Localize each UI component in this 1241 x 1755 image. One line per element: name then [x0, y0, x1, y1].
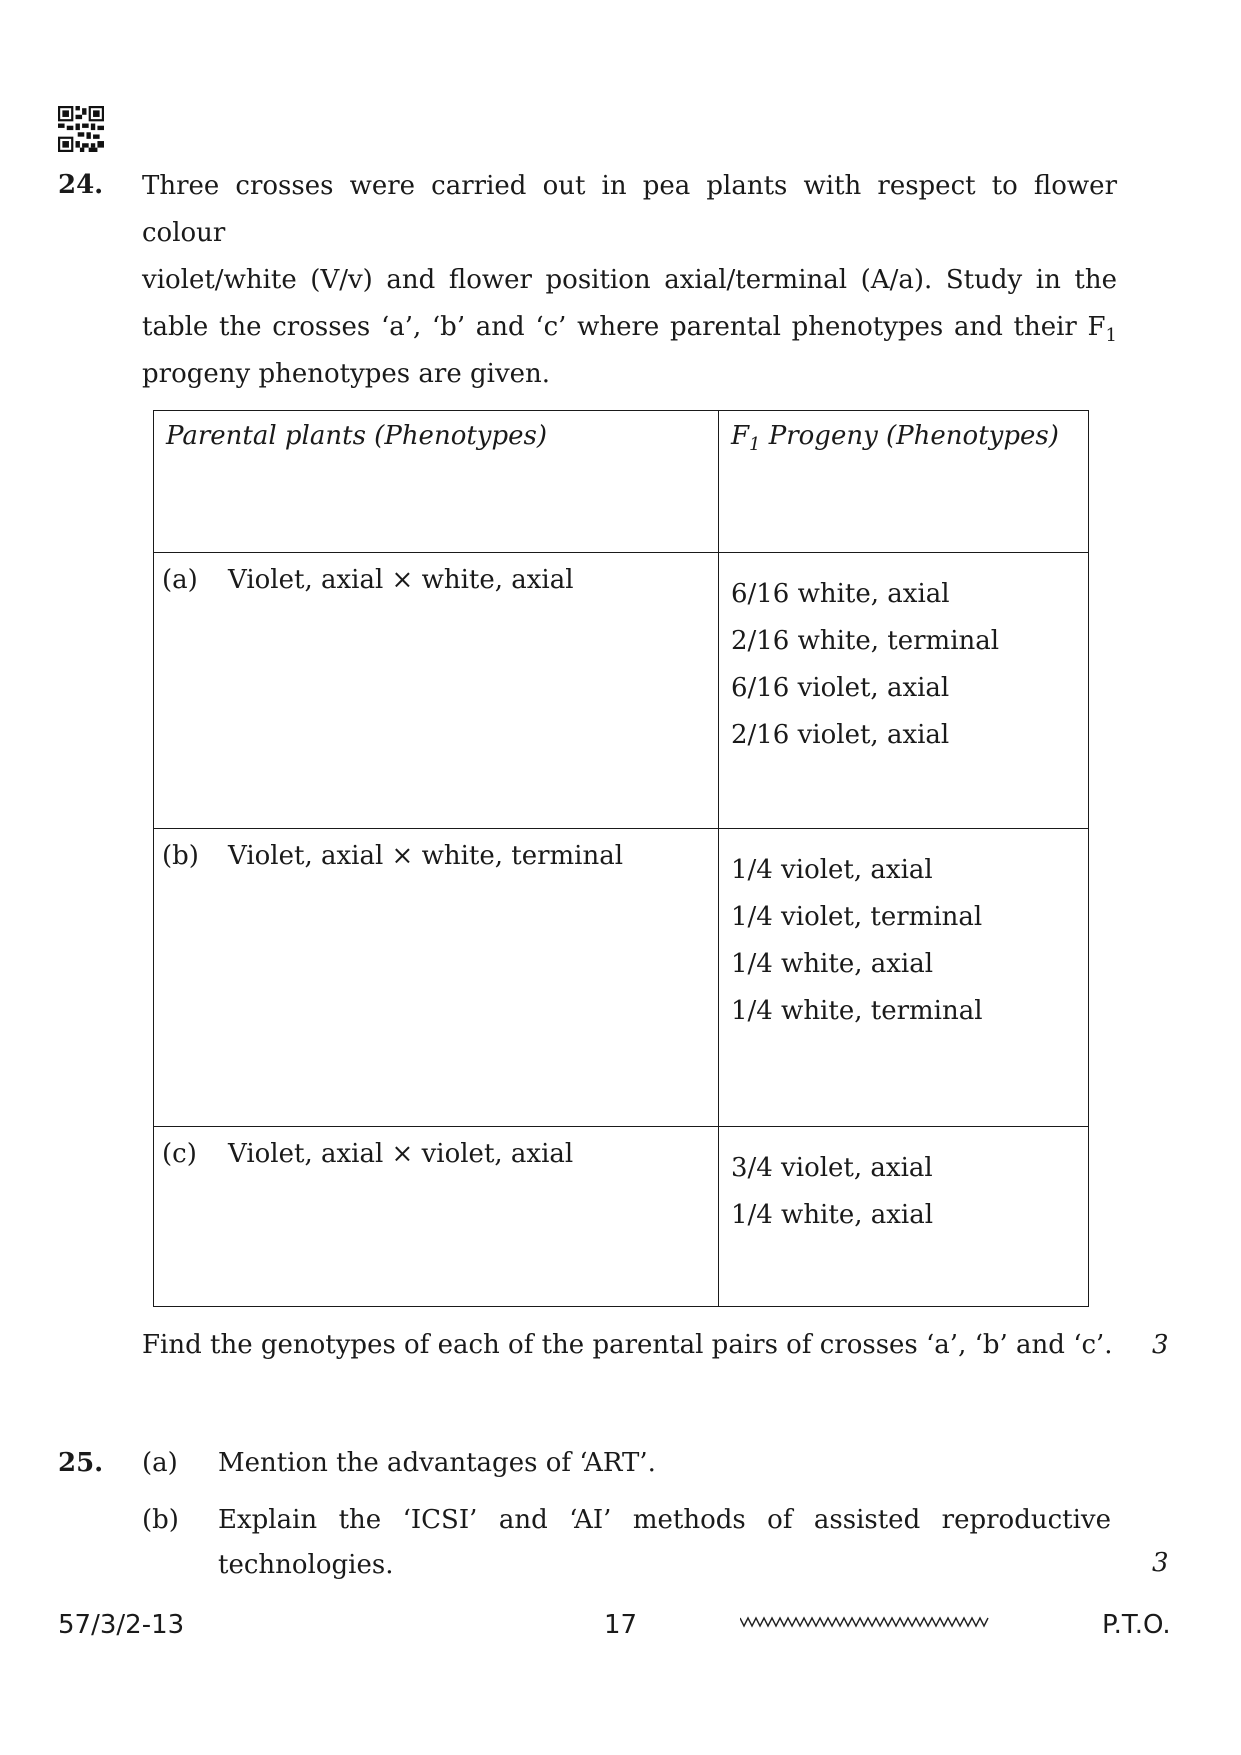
progeny-item: 6/16 violet, axial	[730, 673, 950, 703]
cross-cell-c	[154, 1127, 719, 1307]
progeny-item: 1/4 white, terminal	[730, 996, 983, 1026]
footer-page-number: 17	[604, 1610, 638, 1640]
question-25a-text: Mention the advantages of ‘ART’.	[218, 1448, 656, 1478]
intro-line-3-text: table the crosses ‘a’, ‘b’ and ‘c’ where parental phenotypes and their F	[142, 312, 1106, 342]
question-25-marks: 3	[1152, 1548, 1169, 1578]
header-parental-cell	[154, 411, 719, 553]
progeny-item: 1/4 white, axial	[730, 949, 934, 979]
cross-text-b: Violet, axial × white, terminal	[228, 841, 624, 871]
header-parental: Parental plants (Phenotypes)	[166, 421, 547, 451]
header-progeny-text: Progeny (Phenotypes)	[760, 421, 1059, 451]
question-25-number: 25.	[58, 1448, 104, 1478]
cross-text-c: Violet, axial × violet, axial	[228, 1139, 574, 1169]
question-25a-label: (a)	[142, 1448, 178, 1478]
cross-label-c: (c)	[162, 1139, 197, 1169]
progeny-item: 2/16 white, terminal	[730, 626, 1000, 656]
header-progeny	[719, 411, 1088, 461]
header-progeny-cell	[718, 411, 1088, 553]
table-row	[154, 829, 1089, 1127]
header-progeny-f: F	[730, 421, 749, 451]
cross-label-b: (b)	[162, 841, 199, 871]
progeny-cell-c	[718, 1127, 1088, 1307]
progeny-cell-a	[718, 553, 1088, 829]
progeny-cell-b	[718, 829, 1088, 1127]
q25b-line-1: Explain the ‘ICSI’ and ‘AI’ methods of assisted reproductive	[218, 1505, 1111, 1535]
table-row	[154, 1127, 1089, 1307]
cross-cell-a	[154, 553, 719, 829]
header-progeny-subscript: 1	[749, 434, 761, 455]
question-24-intro	[142, 163, 1117, 398]
progeny-item: 3/4 violet, axial	[730, 1153, 933, 1183]
intro-line-3	[142, 304, 1117, 351]
progeny-item: 6/16 white, axial	[730, 579, 950, 609]
cross-cell-b	[154, 829, 719, 1127]
question-24-instruction: Find the genotypes of each of the parental pairs of crosses ‘a’, ‘b’ and ‘c’.	[142, 1330, 1113, 1360]
progeny-item: 2/16 violet, axial	[730, 720, 950, 750]
footer-wave-decoration-icon	[740, 1612, 990, 1632]
intro-f-subscript: 1	[1105, 325, 1117, 346]
footer-paper-code: 57/3/2-13	[58, 1610, 185, 1640]
intro-line-4: progeny phenotypes are given.	[142, 359, 551, 389]
question-25b-label: (b)	[142, 1505, 179, 1535]
progeny-item: 1/4 violet, terminal	[730, 902, 983, 932]
footer-pto: P.T.O.	[1102, 1610, 1171, 1640]
cross-label-a: (a)	[162, 565, 198, 595]
table-header-row	[154, 411, 1089, 553]
q25b-line-2: technologies.	[218, 1550, 394, 1580]
intro-line-2: violet/white (V/v) and flower position axial/terminal (A/a). Study in the	[142, 265, 1117, 295]
qr-code-icon	[58, 106, 104, 152]
progeny-item: 1/4 white, axial	[730, 1200, 934, 1230]
question-24-marks: 3	[1152, 1330, 1169, 1360]
question-25b-text	[218, 1498, 1111, 1588]
cross-text-a: Violet, axial × white, axial	[228, 565, 574, 595]
table-row	[154, 553, 1089, 829]
crosses-table	[153, 410, 1089, 1307]
progeny-item: 1/4 violet, axial	[730, 855, 933, 885]
intro-line-1: Three crosses were carried out in pea plants with respect to flower colour	[142, 171, 1117, 248]
question-24-number: 24.	[58, 170, 104, 200]
